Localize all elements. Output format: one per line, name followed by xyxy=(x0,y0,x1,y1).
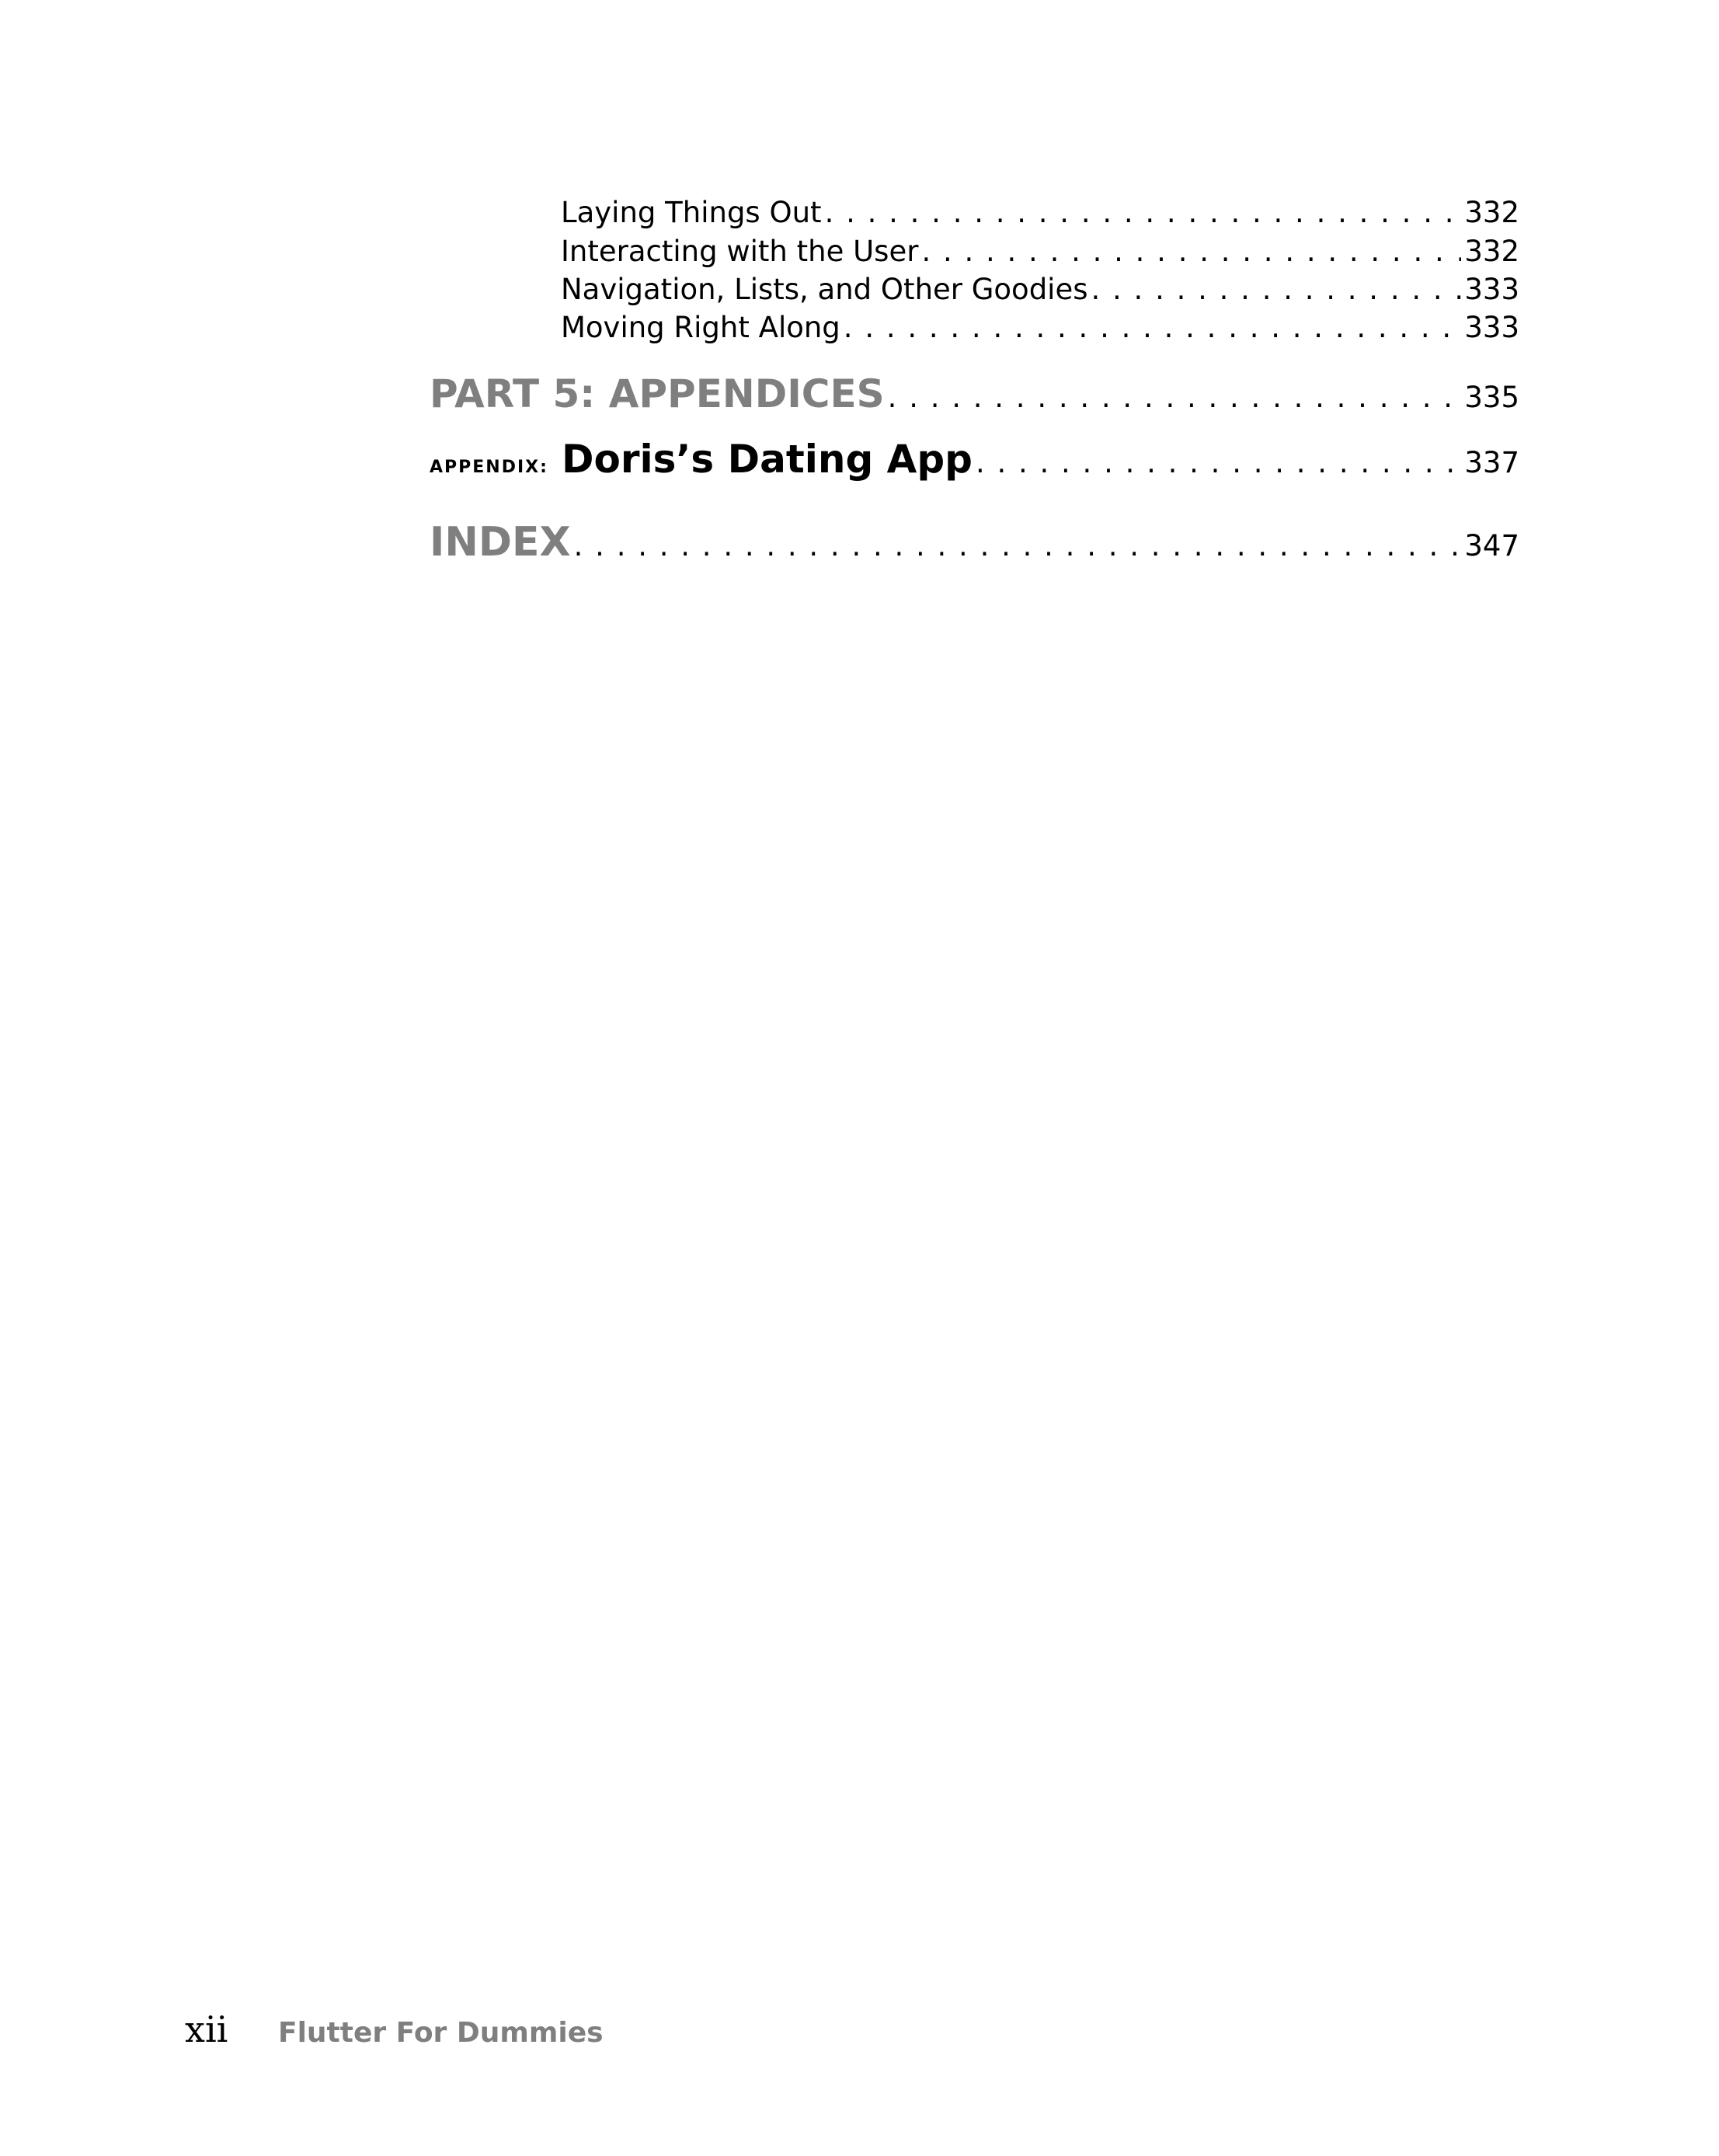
dot-leader xyxy=(976,446,1461,479)
toc-page-number: 347 xyxy=(1464,529,1519,563)
toc-page-number: 335 xyxy=(1464,381,1519,414)
toc-page-number: 332 xyxy=(1464,235,1519,268)
dot-leader xyxy=(888,381,1462,414)
appendix-label: APPENDIX: xyxy=(430,458,548,477)
toc-part-heading xyxy=(430,371,1519,416)
toc-page-number: 333 xyxy=(1464,273,1519,306)
toc-subsection xyxy=(561,273,1519,312)
appendix-title: Doris’s Dating App xyxy=(562,437,973,482)
dot-leader xyxy=(825,196,1462,229)
toc-subsection xyxy=(561,235,1519,273)
toc-subsection-title: Moving Right Along xyxy=(561,311,840,344)
toc-subsection-title: Interacting with the User xyxy=(561,235,919,268)
toc-page-number: 333 xyxy=(1464,311,1519,344)
dot-leader xyxy=(574,529,1462,563)
toc-subsection xyxy=(561,196,1519,235)
toc-appendix xyxy=(430,437,1519,482)
index-title: INDEX xyxy=(430,519,571,566)
toc-subsection-title: Laying Things Out xyxy=(561,196,822,229)
dot-leader xyxy=(844,311,1462,344)
toc-page-number: 332 xyxy=(1464,196,1519,229)
running-book-title: Flutter For Dummies xyxy=(278,2017,604,2049)
page-footer xyxy=(185,2008,604,2050)
toc-index xyxy=(430,519,1519,566)
dot-leader xyxy=(1091,273,1462,306)
toc-subsection xyxy=(561,311,1519,350)
toc-page-number: 337 xyxy=(1464,446,1519,479)
part-title: PART 5: APPENDICES xyxy=(430,371,885,416)
toc-subsection-title: Navigation, Lists, and Other Goodies xyxy=(561,273,1088,306)
dot-leader xyxy=(921,235,1461,268)
folio-page-number: xii xyxy=(185,2008,228,2050)
